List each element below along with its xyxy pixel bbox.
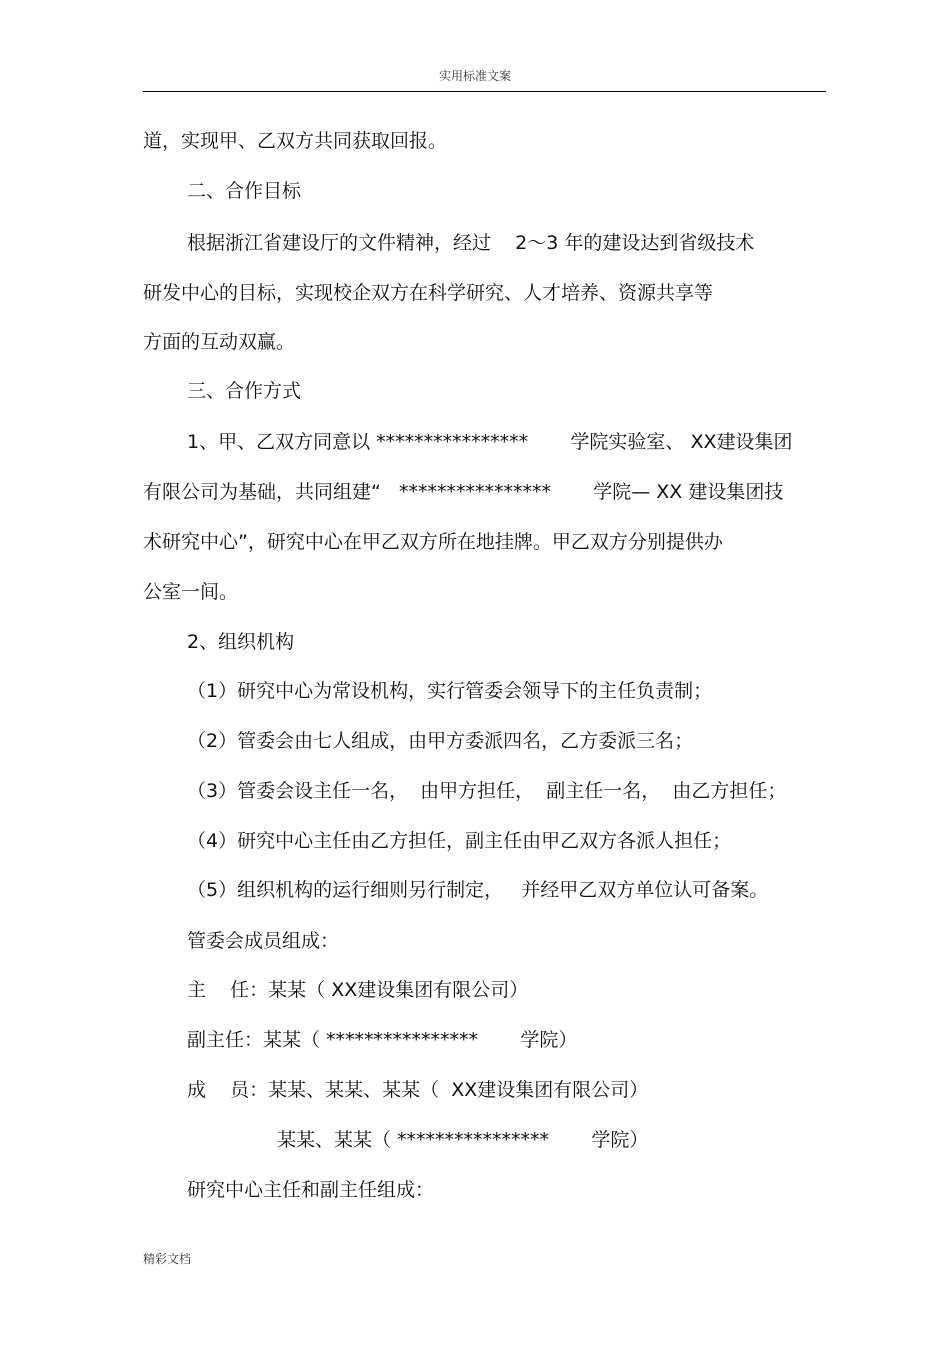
- paragraph-line-5: 方面的互动双赢。: [143, 331, 296, 353]
- committee-members: 成 员：某某、某某、某某（ XX建设集团有限公司）: [187, 1079, 649, 1101]
- committee-vice-director: 副主任：某某（ **************** 学院）: [187, 1029, 578, 1051]
- paragraph-line-10: 公室一间。: [143, 581, 239, 603]
- committee-members-heading: 管委会成员组成：: [187, 930, 340, 952]
- page-footer-text: 精彩文档: [143, 1252, 192, 1266]
- list-item-4: （4）研究中心主任由乙方担任，副主任由甲乙双方各派人担任；: [187, 830, 732, 852]
- paragraph-line-3: 根据浙江省建设厅的文件精神，经过 2～3 年的建设达到省级技术: [187, 232, 755, 254]
- committee-director: 主 任：某某（ XX建设集团有限公司）: [187, 979, 529, 1001]
- committee-members-continued: 某某、某某（ **************** 学院）: [277, 1129, 649, 1151]
- subheading-organization: 2、组织机构: [187, 631, 295, 653]
- paragraph-line-1: 道，实现甲、乙双方共同获取回报。: [143, 130, 448, 152]
- list-item-5: （5）组织机构的运行细则另行制定， 并经甲乙双方单位认可备案。: [187, 879, 769, 901]
- list-item-2: （2）管委会由七人组成，由甲方委派四名，乙方委派三名；: [187, 730, 694, 752]
- paragraph-line-4: 研发中心的目标，实现校企双方在科学研究、人才培养、资源共享等: [143, 282, 714, 304]
- center-directors-heading: 研究中心主任和副主任组成：: [187, 1179, 435, 1201]
- paragraph-line-7: 1、甲、乙双方同意以 **************** 学院实验室、 XX建设集团: [187, 431, 793, 453]
- paragraph-line-8: 有限公司为基础，共同组建“ **************** 学院— XX 建设集团技: [143, 481, 784, 503]
- section-heading-goals: 二、合作目标: [187, 180, 302, 202]
- list-item-3: （3）管委会设主任一名， 由甲方担任， 副主任一名， 由乙方担任；: [187, 780, 787, 802]
- section-heading-methods: 三、合作方式: [187, 380, 302, 402]
- list-item-1: （1）研究中心为常设机构，实行管委会领导下的主任负责制；: [187, 680, 713, 702]
- page-header-title: 实用标准文案: [438, 69, 511, 83]
- paragraph-line-9: 术研究中心”，研究中心在甲乙双方所在地挂牌。甲乙双方分别提供办: [143, 531, 723, 553]
- header-divider: [143, 91, 826, 92]
